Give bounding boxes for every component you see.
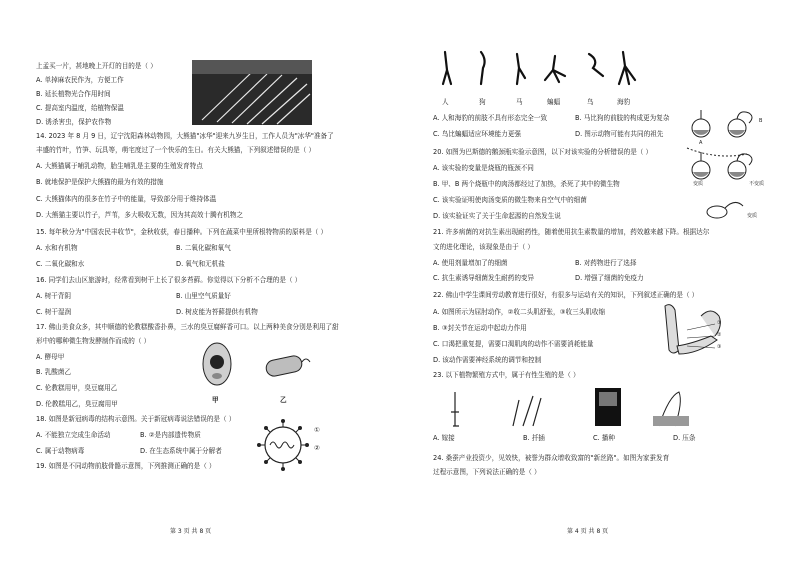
propagation-methods-figure bbox=[447, 382, 727, 432]
right-page bbox=[397, 0, 794, 561]
q14-option-c: C. 大熊猫体内的很多在竹子中的能量，导致部分用于维持体温 bbox=[36, 195, 217, 203]
q17-line1: 17. 佛山美食众多，其中顺德的伦教糕酸香扑鼻，三水的臭豆腐鲜香可口。以上两种美食分别是利用了甜 bbox=[36, 323, 339, 331]
q22-fig-label-1: ① bbox=[717, 320, 722, 326]
swan-neck-flask-figure bbox=[687, 108, 767, 228]
q20-label-spoiled: 变质 bbox=[693, 181, 704, 187]
page-footer-left: 第 3 页 共 8 页 bbox=[170, 528, 212, 535]
q14-line1: 14. 2023 年 8 月 9 日，辽宁沈阳森林动物园，大熊猫"冰华"迎来九岁生日，工作人员为"冰华"准备了 bbox=[36, 132, 334, 140]
q20-option-c: C. 该实验证明使肉汤变质的微生物来自空气中的细菌 bbox=[433, 196, 587, 204]
q21-option-a: A. 使用剂量增加了的细菌 bbox=[433, 259, 508, 267]
q20-line1: 20. 如图为巴斯德的鹅颈瓶实验示意图，以下对该实验的分析错误的是（ ） bbox=[433, 148, 653, 156]
animal-label-bird: 鸟 bbox=[587, 98, 594, 106]
bacterium-figure bbox=[262, 352, 310, 380]
q17-option-b: B. 乳酸菌乙 bbox=[36, 368, 72, 376]
q19-option-d: D. 图示动物可能有共同的祖先 bbox=[575, 130, 664, 138]
animal-label-dog: 狗 bbox=[479, 98, 486, 106]
q22-option-a: A. 如图所示为屈肘动作，②收二头肌舒张，③收三头肌收缩 bbox=[433, 308, 606, 316]
q23-option-a: A. 嫁接 bbox=[433, 434, 455, 442]
q18-option-b: B. ②是内部遗传物质 bbox=[140, 431, 201, 439]
q17-option-a: A. 酵母甲 bbox=[36, 353, 65, 361]
q20-option-a: A. 该实验的变量是烧瓶的瓶颈不同 bbox=[433, 164, 534, 172]
q22-option-d: D. 该动作需要神经系统的调节和控制 bbox=[433, 356, 542, 364]
animal-label-horse: 马 bbox=[516, 98, 523, 106]
animal-label-seal: 海豹 bbox=[617, 98, 631, 106]
q15-line1: 15. 每年秋分为"中国农民丰收节"，金秋收获，春日播种。下列在蔬菜中里所根特物质的原料是（ ） bbox=[36, 228, 328, 236]
q15-option-b: B. 二氧化碳和氧气 bbox=[176, 244, 231, 252]
q22-fig-label-2: ② bbox=[717, 332, 722, 338]
q14-option-d: D. 大熊猫主要以竹子，芦苇，多大吸收无数，因为其高效十腾有机物之 bbox=[36, 211, 244, 219]
q22-fig-label-3: ③ bbox=[717, 344, 722, 350]
q13-option-c: C. 提高室内温度，给植物保温 bbox=[36, 104, 124, 112]
q18-line1: 18. 如图是新冠病毒的结构示意图。关于新冠病毒说法错误的是（ ） bbox=[36, 415, 236, 423]
q18-option-a: A. 不能独立完成生命活动 bbox=[36, 431, 111, 439]
q21-option-b: B. 对药物进行了选择 bbox=[575, 259, 637, 267]
q20-option-d: D. 该实验证实了关于生命起源的自然发生说 bbox=[433, 212, 561, 220]
q19-line1: 19. 如图是不同动物前肢骨骼示意图，下列推测正确的是（ ） bbox=[36, 462, 216, 470]
q20-label-a: A bbox=[699, 140, 703, 146]
q16-option-c: C. 树干湿润 bbox=[36, 308, 72, 316]
q23-option-c: C. 播种 bbox=[593, 434, 615, 442]
q22-option-b: B. ③封关节在运动中起动力作用 bbox=[433, 324, 527, 332]
q17-option-d: D. 伦教糕用乙，臭豆腐用甲 bbox=[36, 400, 118, 408]
q24-line2: 过程示意图，下列说法正确的是（ ） bbox=[433, 468, 541, 476]
q17-option-c: C. 伦教糕用甲，臭豆腐用乙 bbox=[36, 384, 118, 392]
yeast-cell-figure bbox=[200, 340, 234, 388]
q18-fig-label-1: ① bbox=[314, 426, 320, 434]
q15-option-a: A. 水和有机物 bbox=[36, 244, 78, 252]
q17-fig-label-yi: 乙 bbox=[280, 396, 287, 404]
q16-option-b: B. 山里空气质量好 bbox=[176, 292, 231, 300]
q22-line1: 22. 佛山中学生课间劳动教育进行很好，有很多与运动有关的知识，下列叙述正确的是（ ） bbox=[433, 291, 699, 299]
q21-line2: 文的进化理论，该现象是由于（ ） bbox=[433, 243, 535, 251]
q20-option-b: B. 甲、B 两个烧瓶中的肉汤都经过了加热，杀死了其中的微生物 bbox=[433, 180, 620, 188]
q23-line1: 23. 以下植物繁殖方式中，属于有性生殖的是（ ） bbox=[433, 371, 580, 379]
coronavirus-figure bbox=[256, 418, 310, 472]
q16-option-d: D. 树皮能为苔藓提供有机物 bbox=[176, 308, 258, 316]
q17-fig-label-jia: 甲 bbox=[212, 396, 219, 404]
q19-option-c: C. 鸟比蝙蝠适应环境能力更强 bbox=[433, 130, 521, 138]
q20-label-b: B bbox=[759, 118, 763, 124]
q13-option-a: A. 单掉麻农民作为，方便工作 bbox=[36, 76, 124, 84]
q21-line1: 21. 许多病菌的对抗生素出现耐药性，随着使用抗生素数量的增加，药效越来越下降。根据达尔 bbox=[433, 228, 710, 236]
q13-option-d: D. 诱杀害虫，保护农作物 bbox=[36, 118, 112, 126]
q22-option-c: C. 口渴把重复提，需要口渴肌肉的动作不需要消耗能量 bbox=[433, 340, 594, 348]
q23-option-d: D. 压条 bbox=[673, 434, 696, 442]
forelimb-bones-figure bbox=[437, 50, 667, 100]
q17-line2: 形中的哪种微生物发酵制作而成的（ ） bbox=[36, 337, 151, 345]
q18-option-d: D. 在生态系统中属于分解者 bbox=[140, 447, 222, 455]
q14-option-b: B. 就地保护是保护大熊猫的最为有效的措施 bbox=[36, 178, 164, 186]
q15-option-c: C. 二氧化碳和水 bbox=[36, 260, 85, 268]
q20-label-spoiled-2: 变质 bbox=[747, 213, 758, 219]
q20-label-unspoiled: 不变质 bbox=[749, 181, 765, 187]
q18-option-c: C. 属于动物病毒 bbox=[36, 447, 85, 455]
q19-option-b: B. 马比狗的前肢的构成更为复杂 bbox=[575, 114, 670, 122]
animal-label-human: 人 bbox=[442, 98, 449, 106]
q19-option-a: A. 人和海豹的前肢不具有形态完全一致 bbox=[433, 114, 548, 122]
q18-fig-label-2: ② bbox=[314, 444, 320, 452]
q21-option-c: C. 抗生素诱导细菌发生耐药的变异 bbox=[433, 274, 535, 282]
animal-label-bat: 蝙蝠 bbox=[547, 98, 561, 106]
q24-line1: 24. 桑蚕产业投资少，见效快，被誉为群众增收致富的"新丝路"。如图为家蚕发育 bbox=[433, 454, 670, 462]
q23-option-b: B. 扦插 bbox=[523, 434, 545, 442]
q16-line1: 16. 同学们去山区旅游时，经常看到树干上长了很多苔藓。你觉得以下分析不合理的是（ ） bbox=[36, 276, 302, 284]
q13-option-b: B. 延长植物光合作用时间 bbox=[36, 90, 111, 98]
q21-option-d: D. 增强了细菌的免疫力 bbox=[575, 274, 644, 282]
q16-option-a: A. 树干背阴 bbox=[36, 292, 71, 300]
field-lamps-photo bbox=[192, 60, 312, 125]
q15-option-d: D. 氧气和无机盐 bbox=[176, 260, 225, 268]
q14-line2: 丰盛的竹叶，竹笋、玩具等，萌宅度过了一个快乐的生日。有关大熊猫，下列叙述错误的是（ ） bbox=[36, 146, 316, 154]
q13-stem: 上孟买一片，甚地晚上开灯的目的是（ ） bbox=[36, 62, 157, 70]
page-footer-right: 第 4 页 共 8 页 bbox=[567, 528, 609, 535]
q14-option-a: A. 大熊猫属于哺乳动物，胎生哺乳是主要的生殖发育特点 bbox=[36, 162, 203, 170]
